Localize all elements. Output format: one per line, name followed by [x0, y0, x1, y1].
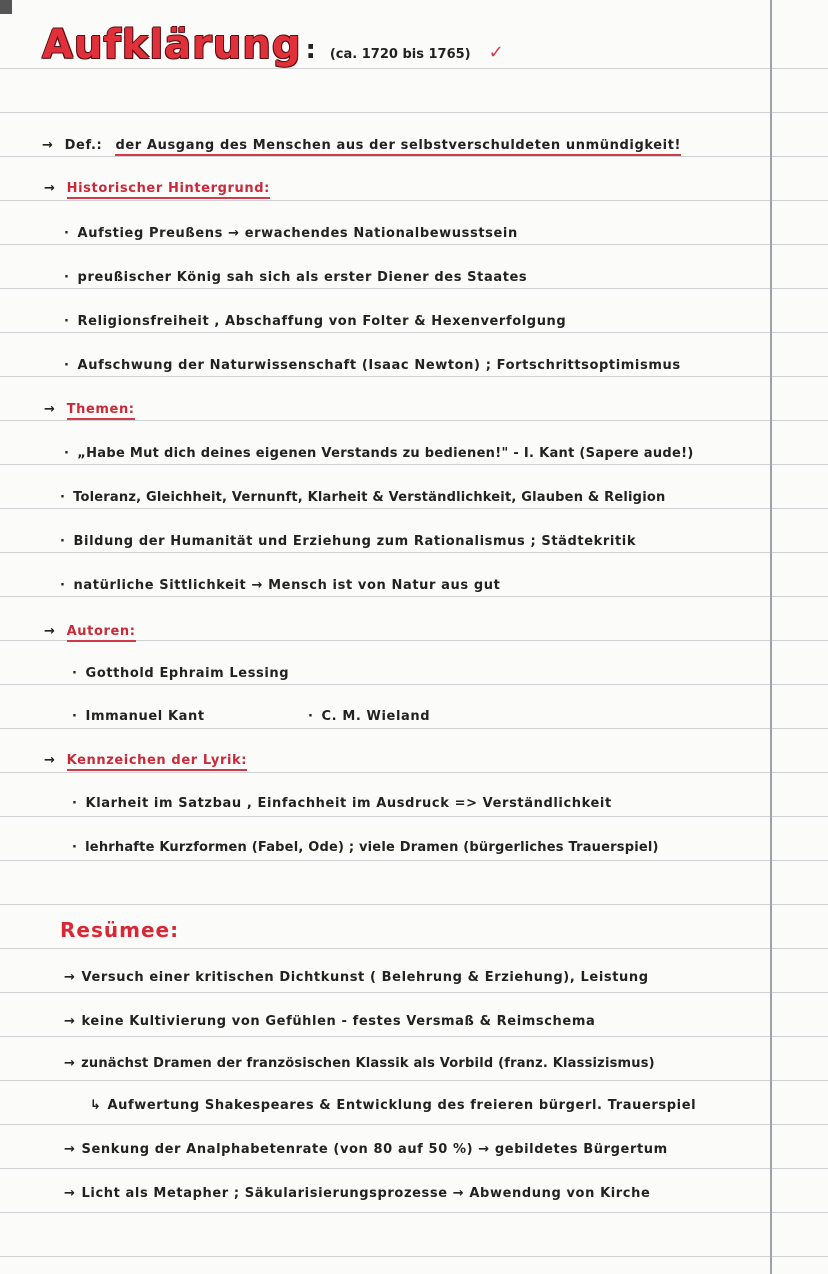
- arrow-icon: →: [44, 402, 56, 417]
- sub-arrow-icon: ↳: [90, 1098, 102, 1113]
- item-text: C. M. Wieland: [321, 709, 431, 724]
- resumee-item: [64, 1142, 668, 1157]
- ruled-line: [0, 288, 828, 289]
- list-item: [64, 314, 566, 329]
- resumee-subitem: [90, 1098, 696, 1113]
- arrow-icon: →: [64, 970, 76, 985]
- date-range: (ca. 1720 bis 1765): [329, 47, 471, 62]
- ruled-line: [0, 200, 828, 201]
- resumee-item: [64, 1014, 595, 1029]
- item-text: Religionsfreiheit , Abschaffung von Folter & Hexenverfolgung: [77, 314, 567, 329]
- title-colon: :: [305, 35, 316, 65]
- ruled-line: [0, 948, 828, 949]
- item-text: keine Kultivierung von Gefühlen - festes Versmaß & Reimschema: [81, 1014, 596, 1029]
- bullet-icon: ·: [64, 226, 70, 241]
- arrow-icon: →: [44, 624, 56, 639]
- ruled-line: [0, 508, 828, 509]
- list-item: [60, 534, 636, 549]
- bullet-icon: ·: [308, 709, 314, 724]
- bullet-icon: ·: [60, 534, 66, 549]
- section-heading-hintergrund: [44, 181, 270, 196]
- ruled-line: [0, 1256, 828, 1257]
- resumee-item: [64, 1056, 655, 1071]
- list-item: [308, 709, 430, 724]
- item-text: Senkung der Analphabetenrate (von 80 auf 50 %) → gebildetes Bürgertum: [81, 1142, 668, 1157]
- heading-text: Historischer Hintergrund:: [67, 181, 270, 199]
- list-item: [72, 796, 612, 811]
- bullet-icon: ·: [72, 666, 78, 681]
- item-text: Toleranz, Gleichheit, Vernunft, Klarheit & Verständlichkeit, Glauben & Religion: [73, 490, 666, 505]
- arrow-icon: →: [64, 1014, 76, 1029]
- ruled-line: [0, 244, 828, 245]
- bullet-icon: ·: [64, 314, 70, 329]
- ruled-line: [0, 376, 828, 377]
- item-text: Licht als Metapher ; Säkularisierungsprozesse → Abwendung von Kirche: [81, 1186, 651, 1201]
- item-text: zunächst Dramen der französischen Klassik als Vorbild (franz. Klassizismus): [81, 1056, 655, 1071]
- item-text: Versuch einer kritischen Dichtkunst ( Belehrung & Erziehung), Leistung: [81, 970, 649, 985]
- ruled-line: [0, 1080, 828, 1081]
- item-text: preußischer König sah sich als erster Diener des Staates: [77, 270, 528, 285]
- ruled-line: [0, 992, 828, 993]
- arrow-icon: →: [64, 1142, 76, 1157]
- corner-mark: [0, 0, 12, 14]
- list-item: [64, 446, 694, 461]
- bullet-icon: ·: [72, 840, 78, 855]
- ruled-line: [0, 772, 828, 773]
- list-item: [72, 709, 205, 724]
- definition-text: der Ausgang des Menschen aus der selbstverschuldeten unmündigkeit!: [115, 138, 681, 156]
- ruled-line: [0, 1036, 828, 1037]
- ruled-line: [0, 332, 828, 333]
- bullet-icon: ·: [60, 490, 66, 505]
- arrow-icon: →: [44, 753, 56, 768]
- list-item: [64, 226, 518, 241]
- section-heading-lyrik: [44, 753, 247, 768]
- ruled-line: [0, 816, 828, 817]
- resumee-item: [64, 1186, 650, 1201]
- ruled-line: [0, 684, 828, 685]
- list-item: [64, 270, 527, 285]
- list-item: [72, 840, 659, 855]
- item-text: natürliche Sittlichkeit → Mensch ist von Natur aus gut: [73, 578, 501, 593]
- item-text: Immanuel Kant: [85, 709, 205, 724]
- arrow-icon: →: [44, 181, 56, 196]
- arrow-icon: →: [42, 138, 54, 153]
- list-item: [72, 666, 289, 681]
- item-text: Klarheit im Satzbau , Einfachheit im Ausdruck => Verständlichkeit: [85, 796, 612, 811]
- definition-label: Def.:: [64, 138, 103, 153]
- bullet-icon: ·: [60, 578, 66, 593]
- list-item: [64, 358, 681, 373]
- heading-text: Autoren:: [67, 624, 136, 642]
- check-icon: ✓: [488, 42, 504, 63]
- list-item: [60, 578, 500, 593]
- ruled-line: [0, 1168, 828, 1169]
- bullet-icon: ·: [64, 270, 70, 285]
- item-text: Aufschwung der Naturwissenschaft (Isaac Newton) ; Fortschrittsoptimismus: [77, 358, 681, 373]
- item-text: Bildung der Humanität und Erziehung zum Rationalismus ; Städtekritik: [73, 534, 637, 549]
- item-text: Gotthold Ephraim Lessing: [85, 666, 290, 681]
- ruled-line: [0, 156, 828, 157]
- ruled-line: [0, 552, 828, 553]
- ruled-line: [0, 860, 828, 861]
- item-text: Aufwertung Shakespeares & Entwicklung des freieren bürgerl. Trauerspiel: [107, 1098, 697, 1113]
- bullet-icon: ·: [72, 796, 78, 811]
- bullet-icon: ·: [64, 358, 70, 373]
- item-text: „Habe Mut dich deines eigenen Verstands zu bedienen!" - I. Kant (Sapere aude!): [77, 446, 694, 461]
- ruled-line: [0, 112, 828, 113]
- item-text: Aufstieg Preußens → erwachendes Nationalbewusstsein: [77, 226, 518, 241]
- bullet-icon: ·: [64, 446, 70, 461]
- ruled-line: [0, 420, 828, 421]
- title-block: [42, 22, 504, 68]
- heading-text: Themen:: [67, 402, 135, 420]
- arrow-icon: →: [64, 1056, 76, 1071]
- ruled-line: [0, 1124, 828, 1125]
- section-heading-autoren: [44, 624, 136, 639]
- resumee-heading: Resümee:: [60, 918, 180, 942]
- arrow-icon: →: [64, 1186, 76, 1201]
- ruled-line: [0, 596, 828, 597]
- definition-line: [42, 138, 681, 153]
- ruled-line: [0, 464, 828, 465]
- item-text: lehrhafte Kurzformen (Fabel, Ode) ; viele Dramen (bürgerliches Trauerspiel): [85, 840, 659, 855]
- section-heading-themen: [44, 402, 135, 417]
- list-item: [60, 490, 665, 505]
- ruled-line: [0, 728, 828, 729]
- margin-line: [770, 0, 772, 1274]
- bullet-icon: ·: [72, 709, 78, 724]
- ruled-line: [0, 904, 828, 905]
- heading-text: Kennzeichen der Lyrik:: [67, 753, 247, 771]
- page-title: Aufklärung: [42, 22, 302, 68]
- resumee-item: [64, 970, 649, 985]
- ruled-line: [0, 68, 828, 69]
- ruled-line: [0, 1212, 828, 1213]
